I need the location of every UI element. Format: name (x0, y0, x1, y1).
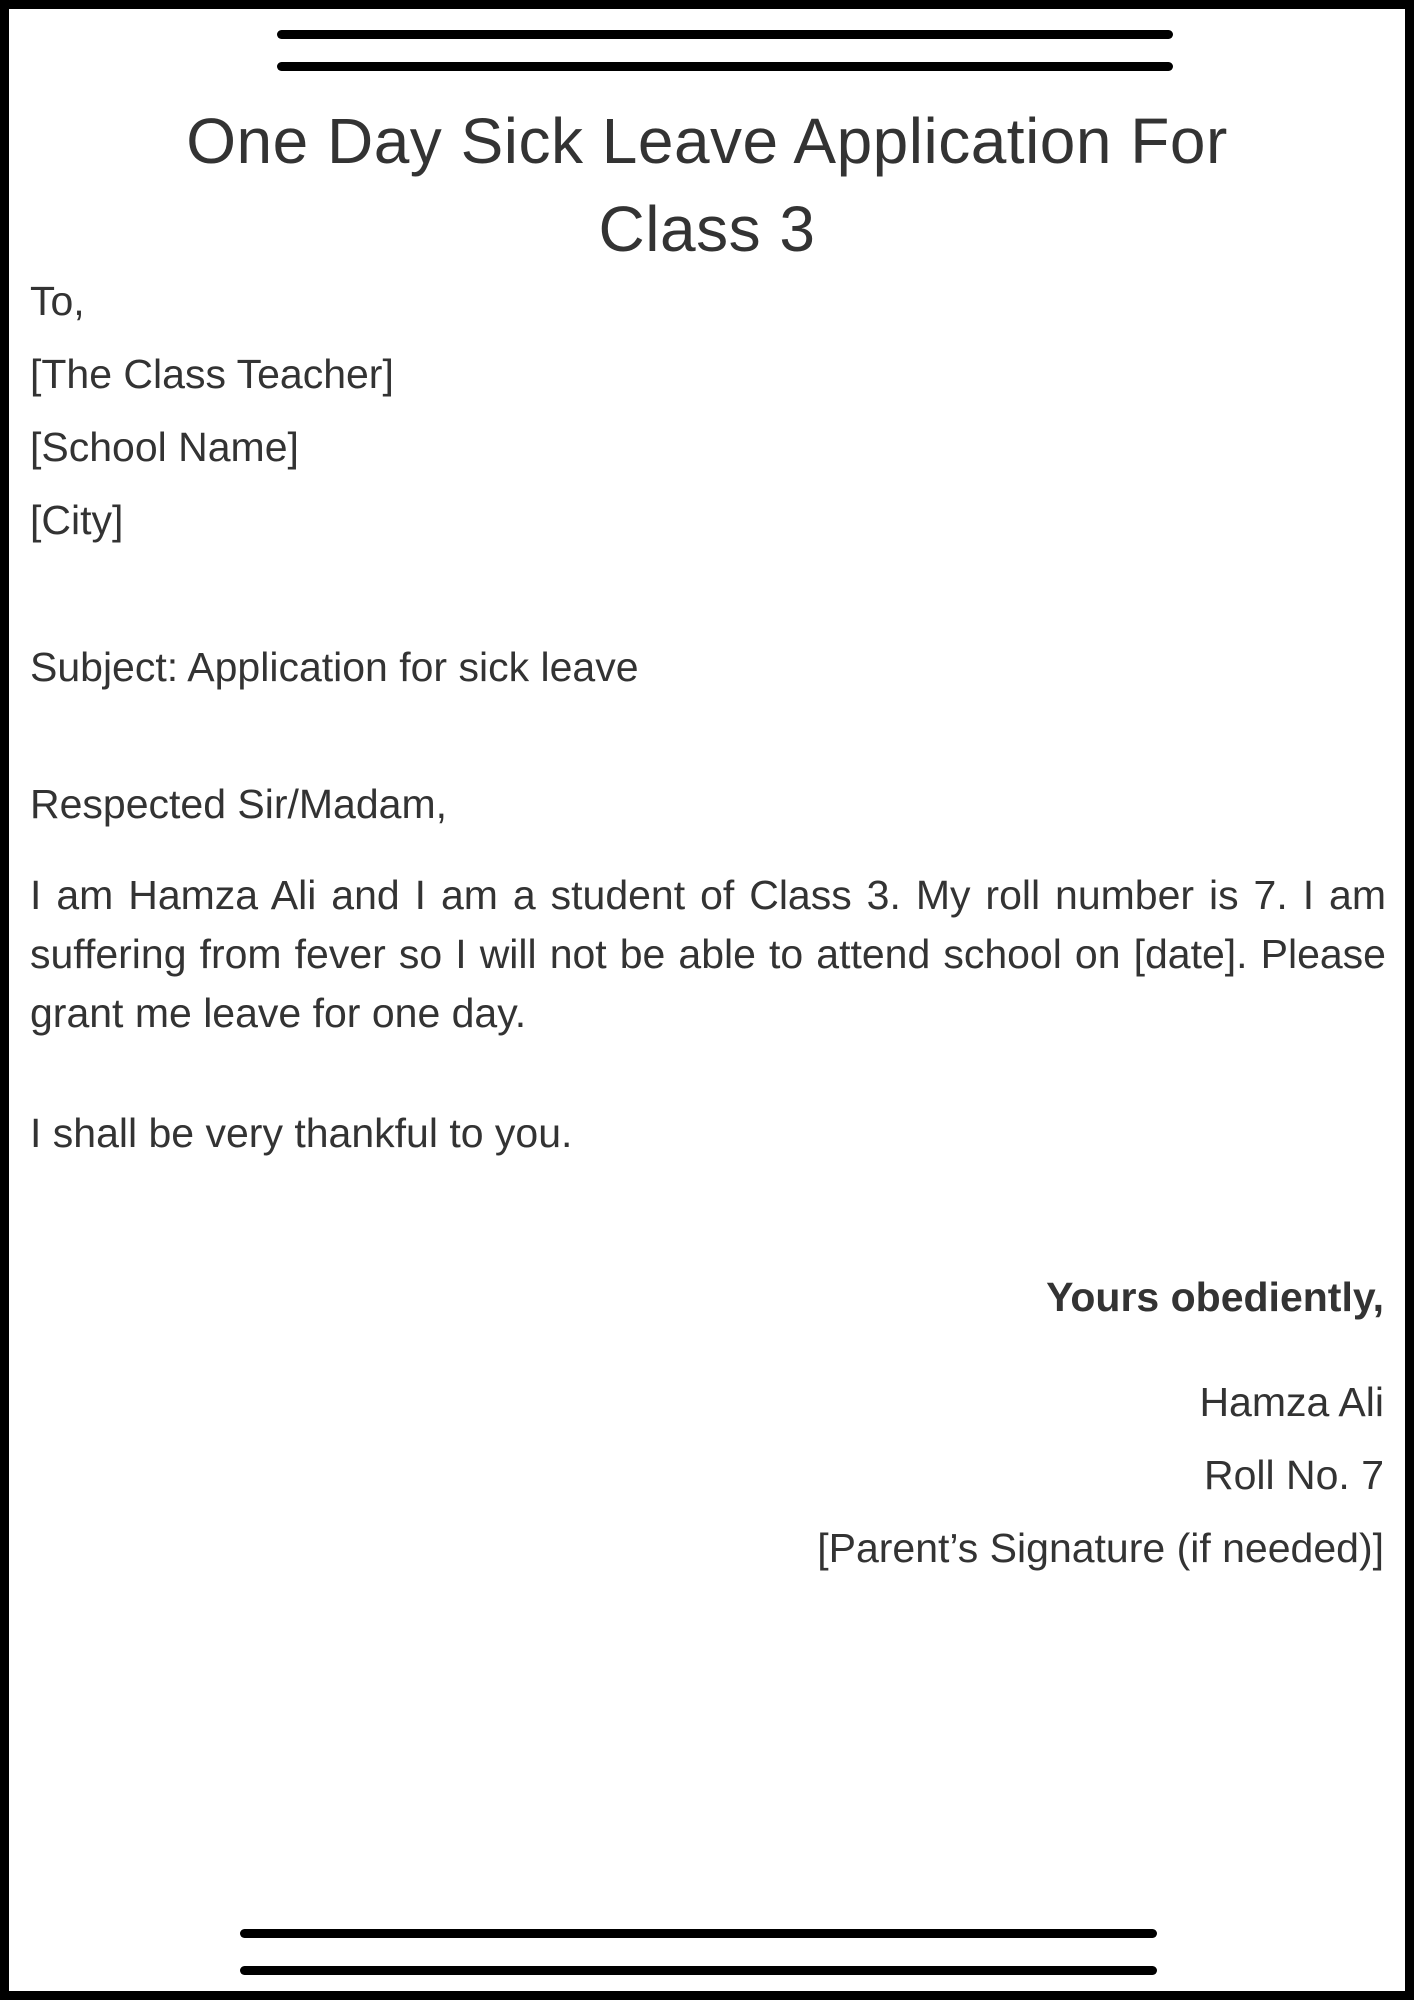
bottom-rule-1 (240, 1929, 1157, 1938)
title-line-1: One Day Sick Leave Application For (186, 105, 1228, 177)
body-paragraph: I am Hamza Ali and I am a student of Class 3. My roll number is 7. I am suffering from fever so I will not be able to attend school on [date]. Please grant me leave for one day. (30, 872, 1386, 1036)
signoff-signature: [Parent’s Signature (if needed)] (817, 1525, 1384, 1571)
title-line-2: Class 3 (598, 193, 816, 265)
signoff-roll: Roll No. 7 (1203, 1452, 1384, 1498)
signoff-closing: Yours obediently, (1046, 1274, 1384, 1320)
bottom-rule-2 (240, 1966, 1157, 1975)
signoff-name: Hamza Ali (1199, 1379, 1384, 1425)
greeting: Respected Sir/Madam, (30, 781, 448, 827)
subject-line: Subject: Application for sick leave (30, 644, 639, 690)
document-title (9, 97, 1405, 273)
recipient-teacher: [The Class Teacher] (30, 351, 394, 397)
recipient-school: [School Name] (30, 424, 299, 470)
recipient-to: To, (30, 278, 85, 324)
letter-page (9, 9, 1405, 1991)
closing-line: I shall be very thankful to you. (30, 1110, 573, 1156)
top-rule-1 (277, 30, 1173, 39)
top-rule-2 (277, 62, 1173, 71)
recipient-city: [City] (30, 497, 124, 543)
